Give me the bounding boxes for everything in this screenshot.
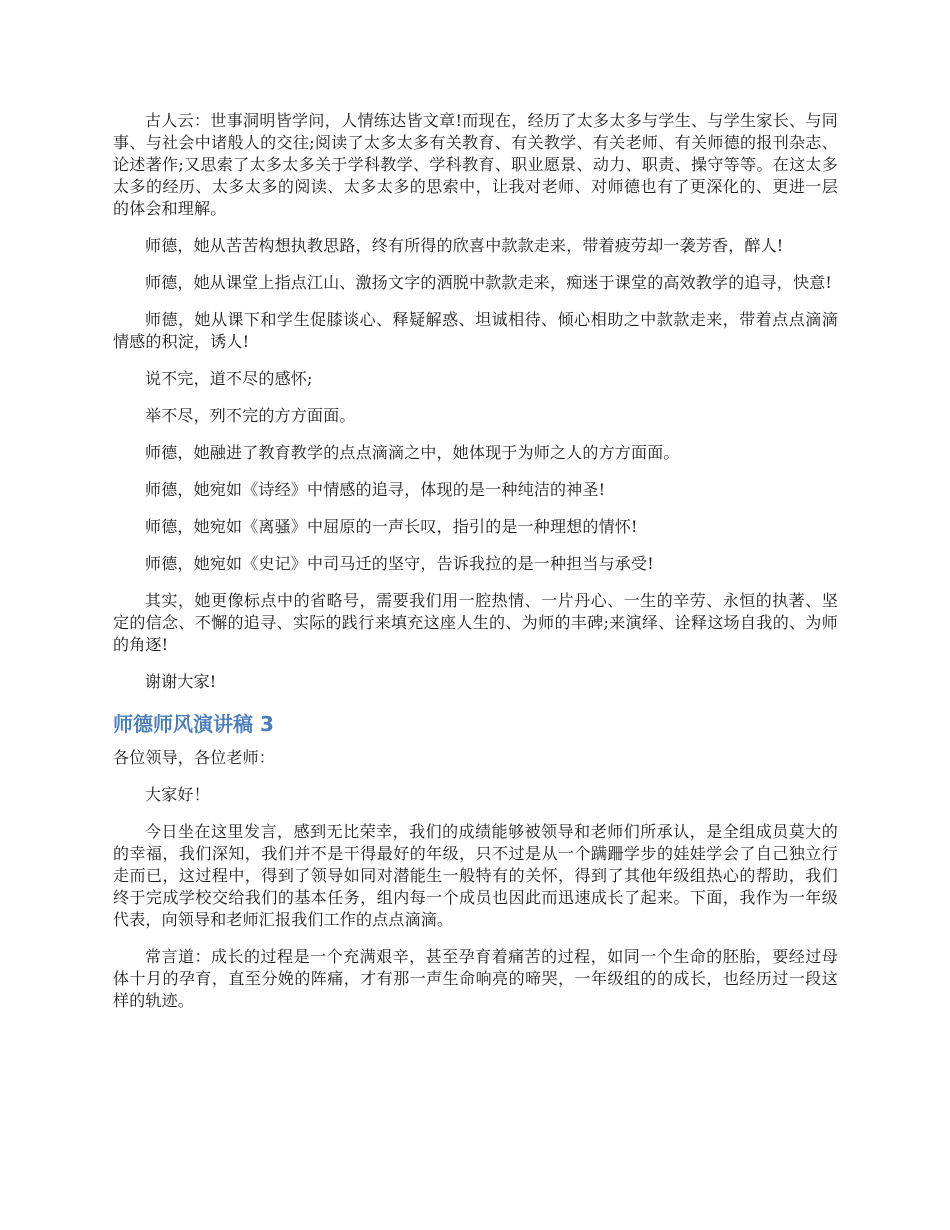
document-page [113, 110, 838, 1027]
paragraph: 其实，她更像标点中的省略号，需要我们用一腔热情、一片丹心、一生的辛劳、永恒的执著、坚定的信念、不懈的追寻、实际的践行来填充这座人生的、为师的丰碑;来演绎、诠释这场自我的、为师的角逐! [113, 591, 838, 654]
paragraph: 师德，她宛如《诗经》中情感的追寻，体现的是一种纯洁的神圣! [145, 480, 606, 499]
paragraph: 师德，她宛如《离骚》中屈原的一声长叹，指引的是一种理想的情怀! [145, 517, 638, 536]
closing-line: 谢谢大家! [145, 672, 217, 691]
paragraph: 今日坐在这里发言，感到无比荣幸，我们的成绩能够被领导和老师们所承认，是全组成员莫大的的幸福，我们深知，我们并不是干得最好的年级，只不过是从一个蹒跚学步的娃娃学会了自己独立行走而已，这过程中，得到了领导如同对潜能生一般特有的关怀，得到了其他年级组热心的帮助，我们终于完成学校交给我们的基本任务，组内每一个成员也因此而迅速成长了起来。下面，我作为一年级代表，向领导和老师汇报我们工作的点点滴滴。 [113, 822, 838, 929]
paragraph: 师德，她从课堂上指点江山、激扬文字的洒脱中款款走来，痴迷于课堂的高效教学的追寻，快意! [145, 273, 833, 292]
paragraph: 师德，她宛如《史记》中司马迁的坚守，告诉我拉的是一种担当与承受! [145, 554, 654, 573]
paragraph: 古人云：世事洞明皆学问，人情练达皆文章!而现在，经历了太多太多与学生、与学生家长、与同事、与社会中诸般人的交往;阅读了太多太多有关教育、有关教学、有关老师、有关师德的报刊杂志、论述著作;又思索了太多太多关于学科教学、学科教育、职业愿景、动力、职责、操守等等。在这太多太多的经历、太多太多的阅读、太多太多的思索中，让我对老师、对师德也有了更深化的、更进一层的体会和理解。 [113, 111, 838, 218]
paragraph: 师德，她从课下和学生促膝谈心、释疑解惑、坦诚相待、倾心相助之中款款走来，带着点点滴滴情感的积淀，诱人! [113, 310, 838, 351]
paragraph: 说不完，道不尽的感怀; [145, 369, 313, 388]
section-heading: 师德师风演讲稿 3 [113, 712, 274, 736]
paragraph: 常言道：成长的过程是一个充满艰辛，甚至孕育着痛苦的过程，如同一个生命的胚胎，要经过母体十月的孕育，直至分娩的阵痛，才有那一声生命响亮的啼哭，一年级组的的成长，也经历过一段这样的轨迹。 [113, 947, 838, 1010]
paragraph: 师德，她从苦苦构想执教思路，终有所得的欣喜中款款走来，带着疲劳却一袭芳香，醉人! [145, 236, 784, 255]
paragraph: 举不尽，列不完的方方面面。 [145, 406, 356, 425]
greeting: 各位领导，各位老师： [113, 748, 276, 767]
paragraph: 师德，她融进了教育教学的点点滴滴之中，她体现于为师之人的方方面面。 [145, 443, 680, 462]
paragraph: 大家好！ [145, 785, 210, 804]
